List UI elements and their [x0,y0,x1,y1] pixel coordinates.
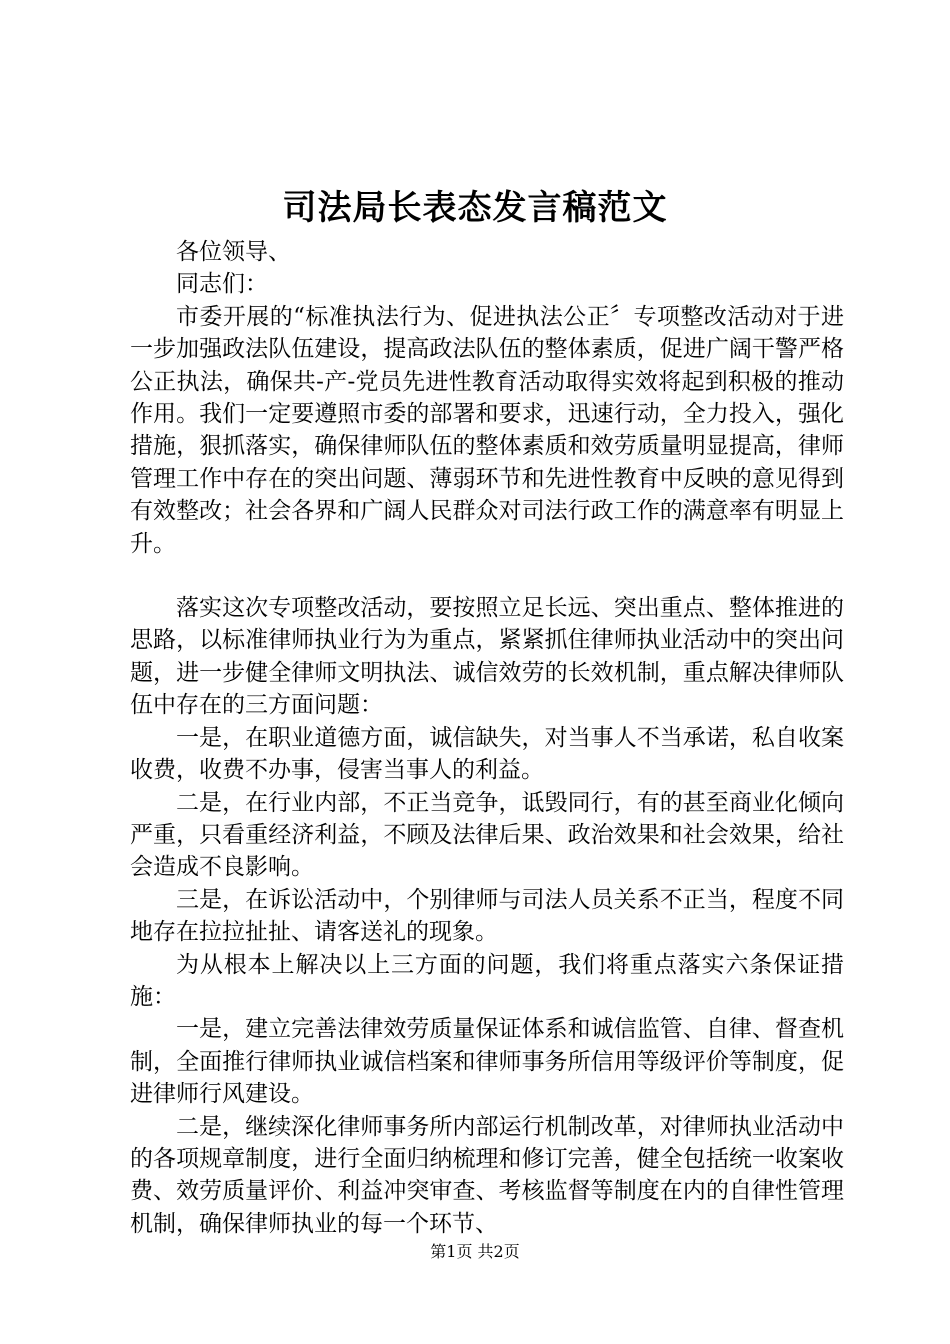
paragraph-approach: 落实这次专项整改活动，要按照立足长远、突出重点、整体推进的思路，以标准律师执业行为为重点，紧紧抓住律师执业活动中的突出问题，进一步健全律师文明执法、诚信效劳的长效机制，重点解决律师队伍中存在的三方面问题： [130,595,844,719]
paragraph-measures-intro: 为从根本上解决以上三方面的问题，我们将重点落实六条保证措施： [130,951,844,1010]
paragraph-problem-1: 一是，在职业道德方面，诚信缺失，对当事人不当承诺，私自收案收费，收费不办事，侵害当事人的利益。 [130,724,844,784]
salutation-line-2: 同志们： [176,271,268,298]
salutation-line-1: 各位领导、 [176,239,291,265]
paragraph-problem-2: 二是，在行业内部，不正当竞争，诋毁同行，有的甚至商业化倾向严重，只看重经济利益，不顾及法律后果、政治效果和社会效果，给社会造成不良影响。 [130,789,844,881]
page-footer: 第1页 共2页 [430,1242,520,1261]
paragraph-measure-1: 一是，建立完善法律效劳质量保证体系和诚信监管、自律、督查机制，全面推行律师执业诚信档案和律师事务所信用等级评价等制度，促进律师行风建设。 [130,1016,844,1108]
document-body [130,236,844,1240]
paragraph-measure-2: 二是，继续深化律师事务所内部运行机制改革，对律师执业活动中的各项规章制度，进行全面归纳梳理和修订完善，健全包括统一收案收费、效劳质量评价、利益冲突审查、考核监督等制度在内的自律性管理机制，确保律师执业的每一个环节、 [130,1113,844,1237]
document-title: 司法局长表态发言稿范文 [282,188,668,228]
paragraph-intro: 市委开展的“标准执法行为、促进执法公正〞专项整改活动对于进一步加强政法队伍建设，提高政法队伍的整体素质，促进广阔干警严格公正执法，确保共-产-党员先进性教育活动取得实效将起到积极的推动作用。我们一定要遵照市委的部署和要求，迅速行动，全力投入，强化措施，狠抓落实，确保律师队伍的整体素质和效劳质量明显提高，律师管理工作中存在的突出问题、薄弱环节和先进性教育中反映的意见得到有效整改；社会各界和广阔人民群众对司法行政工作的满意率有明显上升。 [130,303,844,557]
paragraph-problem-3: 三是，在诉讼活动中，个别律师与司法人员关系不正当，程度不同地存在拉拉扯扯、请客送礼的现象。 [130,886,844,946]
